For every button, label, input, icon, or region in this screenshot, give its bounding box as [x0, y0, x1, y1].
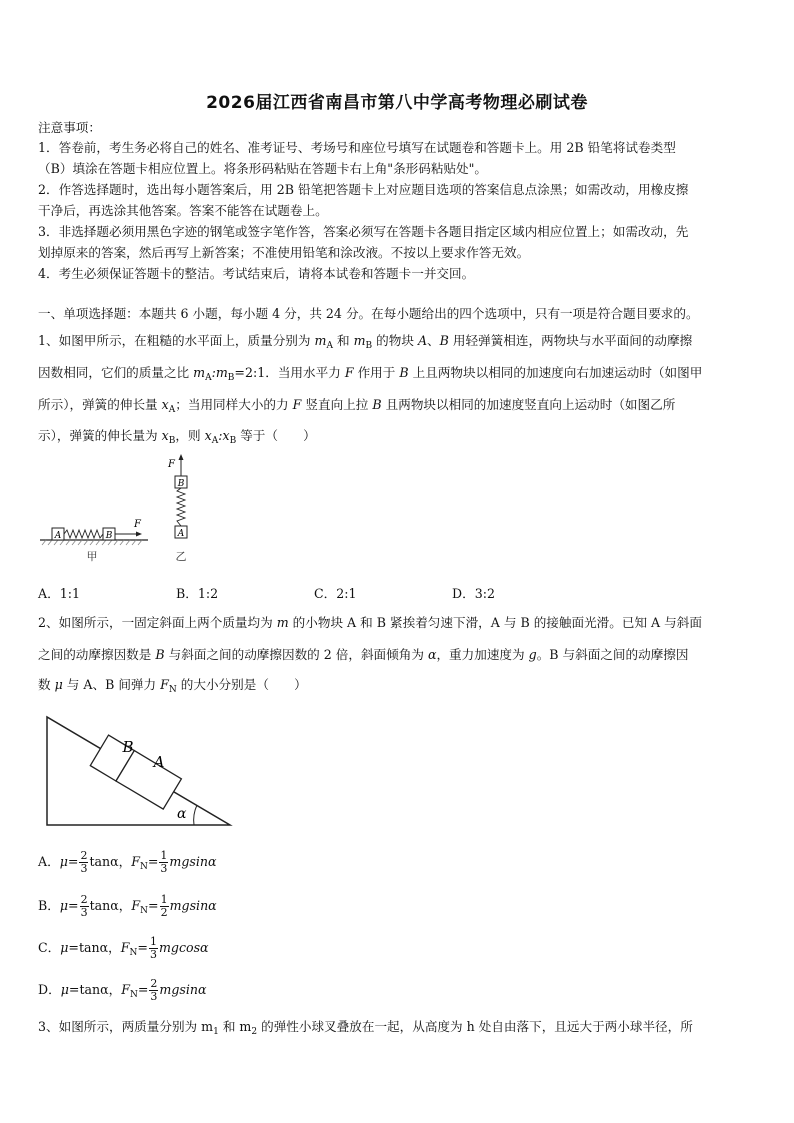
- notice-line: 3．非选择题必须用黑色字迹的钢笔或签字笔作答，答案必须写在答题卡各题目指定区域内相应位置上；如需改动，先: [38, 224, 689, 239]
- block-a-label: A: [54, 531, 62, 541]
- notice-line: 2．作答选择题时，选出每小题答案后，用 2B 铅笔把答题卡上对应题目选项的答案信息点涂黑；如需改动，用橡皮擦: [38, 182, 689, 197]
- q2-option-c: C．μ=tanα，$F_N=$ $\frac{1}{3}$ mgcosα: [38, 935, 209, 961]
- q2-line-3: 数 μ 与 A、B 间弹力 $F_N$ 的大小分别是（ ）: [38, 677, 307, 695]
- q1-option-c: C．2:1: [314, 586, 357, 601]
- label-yi: 乙: [175, 550, 187, 563]
- q2-option-b: B．μ= $\frac{2}{3}$ tanα，$F_N=$ $\frac{1}{2}$ mgsinα: [38, 893, 217, 919]
- block-b-label: B: [105, 531, 113, 541]
- q1-line-3: 所示），弹簧的伸长量 $x_A$；当用同样大小的力 F 竖直向上拉 B 且两物块以相同的加速度竖直向上运动时（如图乙所: [38, 397, 676, 415]
- q2-line-2: 之间的动摩擦因数是 B 与斜面之间的动摩擦因数的 2 倍，斜面倾角为 α，重力加速度为 g。B 与斜面之间的动摩擦因: [38, 647, 689, 662]
- q1-option-a: A．1:1: [38, 586, 80, 601]
- q1-option-b: B．1:2: [176, 586, 219, 601]
- figure-jia: [40, 519, 148, 563]
- q1-figure: [36, 452, 216, 566]
- notice-line: 划掉原来的答案，然后再写上新答案；不准使用铅笔和涂改液。不按以上要求作答无效。: [38, 245, 530, 260]
- q1-option-d: D．3:2: [452, 586, 495, 601]
- notice-line: 干净后，再选涂其他答案。答案不能答在试题卷上。: [38, 203, 328, 218]
- q3-line-1: 3、如图所示，两质量分别为 $m_1$ 和 $m_2$ 的弹性小球叉叠放在一起，从高度为 h 处自由落下，且远大于两小球半径，所: [38, 1019, 693, 1037]
- q2-line-1: 2、如图所示，一固定斜面上两个质量均为 m 的小物块 A 和 B 紧挨着匀速下滑，A 与 B 的接触面光滑。已知 A 与斜面: [38, 615, 702, 630]
- q1-line-1: 1、如图甲所示，在粗糙的水平面上，质量分别为 $m_A$ 和 $m_B$ 的物块 A、B 用轻弹簧相连，两物块与水平面间的动摩擦: [38, 333, 693, 351]
- notice-heading: 注意事项：: [38, 120, 101, 135]
- block-b-label: B: [177, 479, 185, 489]
- block-a-label: A: [153, 753, 165, 771]
- q2-option-d: D．μ=tanα，$F_N=$ $\frac{2}{3}$ mgsinα: [38, 977, 207, 1003]
- force-label: F: [134, 519, 141, 530]
- q2-incline-figure: [44, 714, 236, 828]
- notice-line: （B）填涂在答题卡相应位置上。将条形码粘贴在答题卡右上角"条形码粘贴处"。: [38, 161, 488, 176]
- section-heading: 一、单项选择题：本题共 6 小题，每小题 4 分，共 24 分。在每小题给出的四个选项中，只有一项是符合题目要求的。: [38, 306, 699, 321]
- notice-line: 1．答卷前，考生务必将自己的姓名、准考证号、考场号和座位号填写在试题卷和答题卡上。用 2B 铅笔将试卷类型: [38, 140, 676, 155]
- block-a-label: A: [177, 529, 185, 539]
- block-b-label: B: [122, 738, 134, 756]
- angle-label: α: [177, 806, 187, 822]
- notice-line: 4．考生必须保证答题卡的整洁。考试结束后，请将本试卷和答题卡一并交回。: [38, 266, 475, 281]
- q1-line-2: 因数相同，它们的质量之比 $m_A:m_B=2:1$．当用水平力 F 作用于 B 上且两物块以相同的加速度向右加速运动时（如图甲: [38, 365, 703, 383]
- q1-line-4: 示），弹簧的伸长量为 $x_B$，则 $x_A:x_B$ 等于（ ）: [38, 428, 316, 446]
- q2-option-a: A．μ= $\frac{2}{3}$ tanα，$F_N=$ $\frac{1}{3}$ mgsinα: [38, 849, 217, 875]
- force-label: F: [168, 459, 175, 470]
- label-jia: 甲: [86, 550, 98, 563]
- page-title: 2026届江西省南昌市第八中学高考物理必刷试卷: [206, 93, 588, 113]
- figure-yi: [167, 454, 187, 563]
